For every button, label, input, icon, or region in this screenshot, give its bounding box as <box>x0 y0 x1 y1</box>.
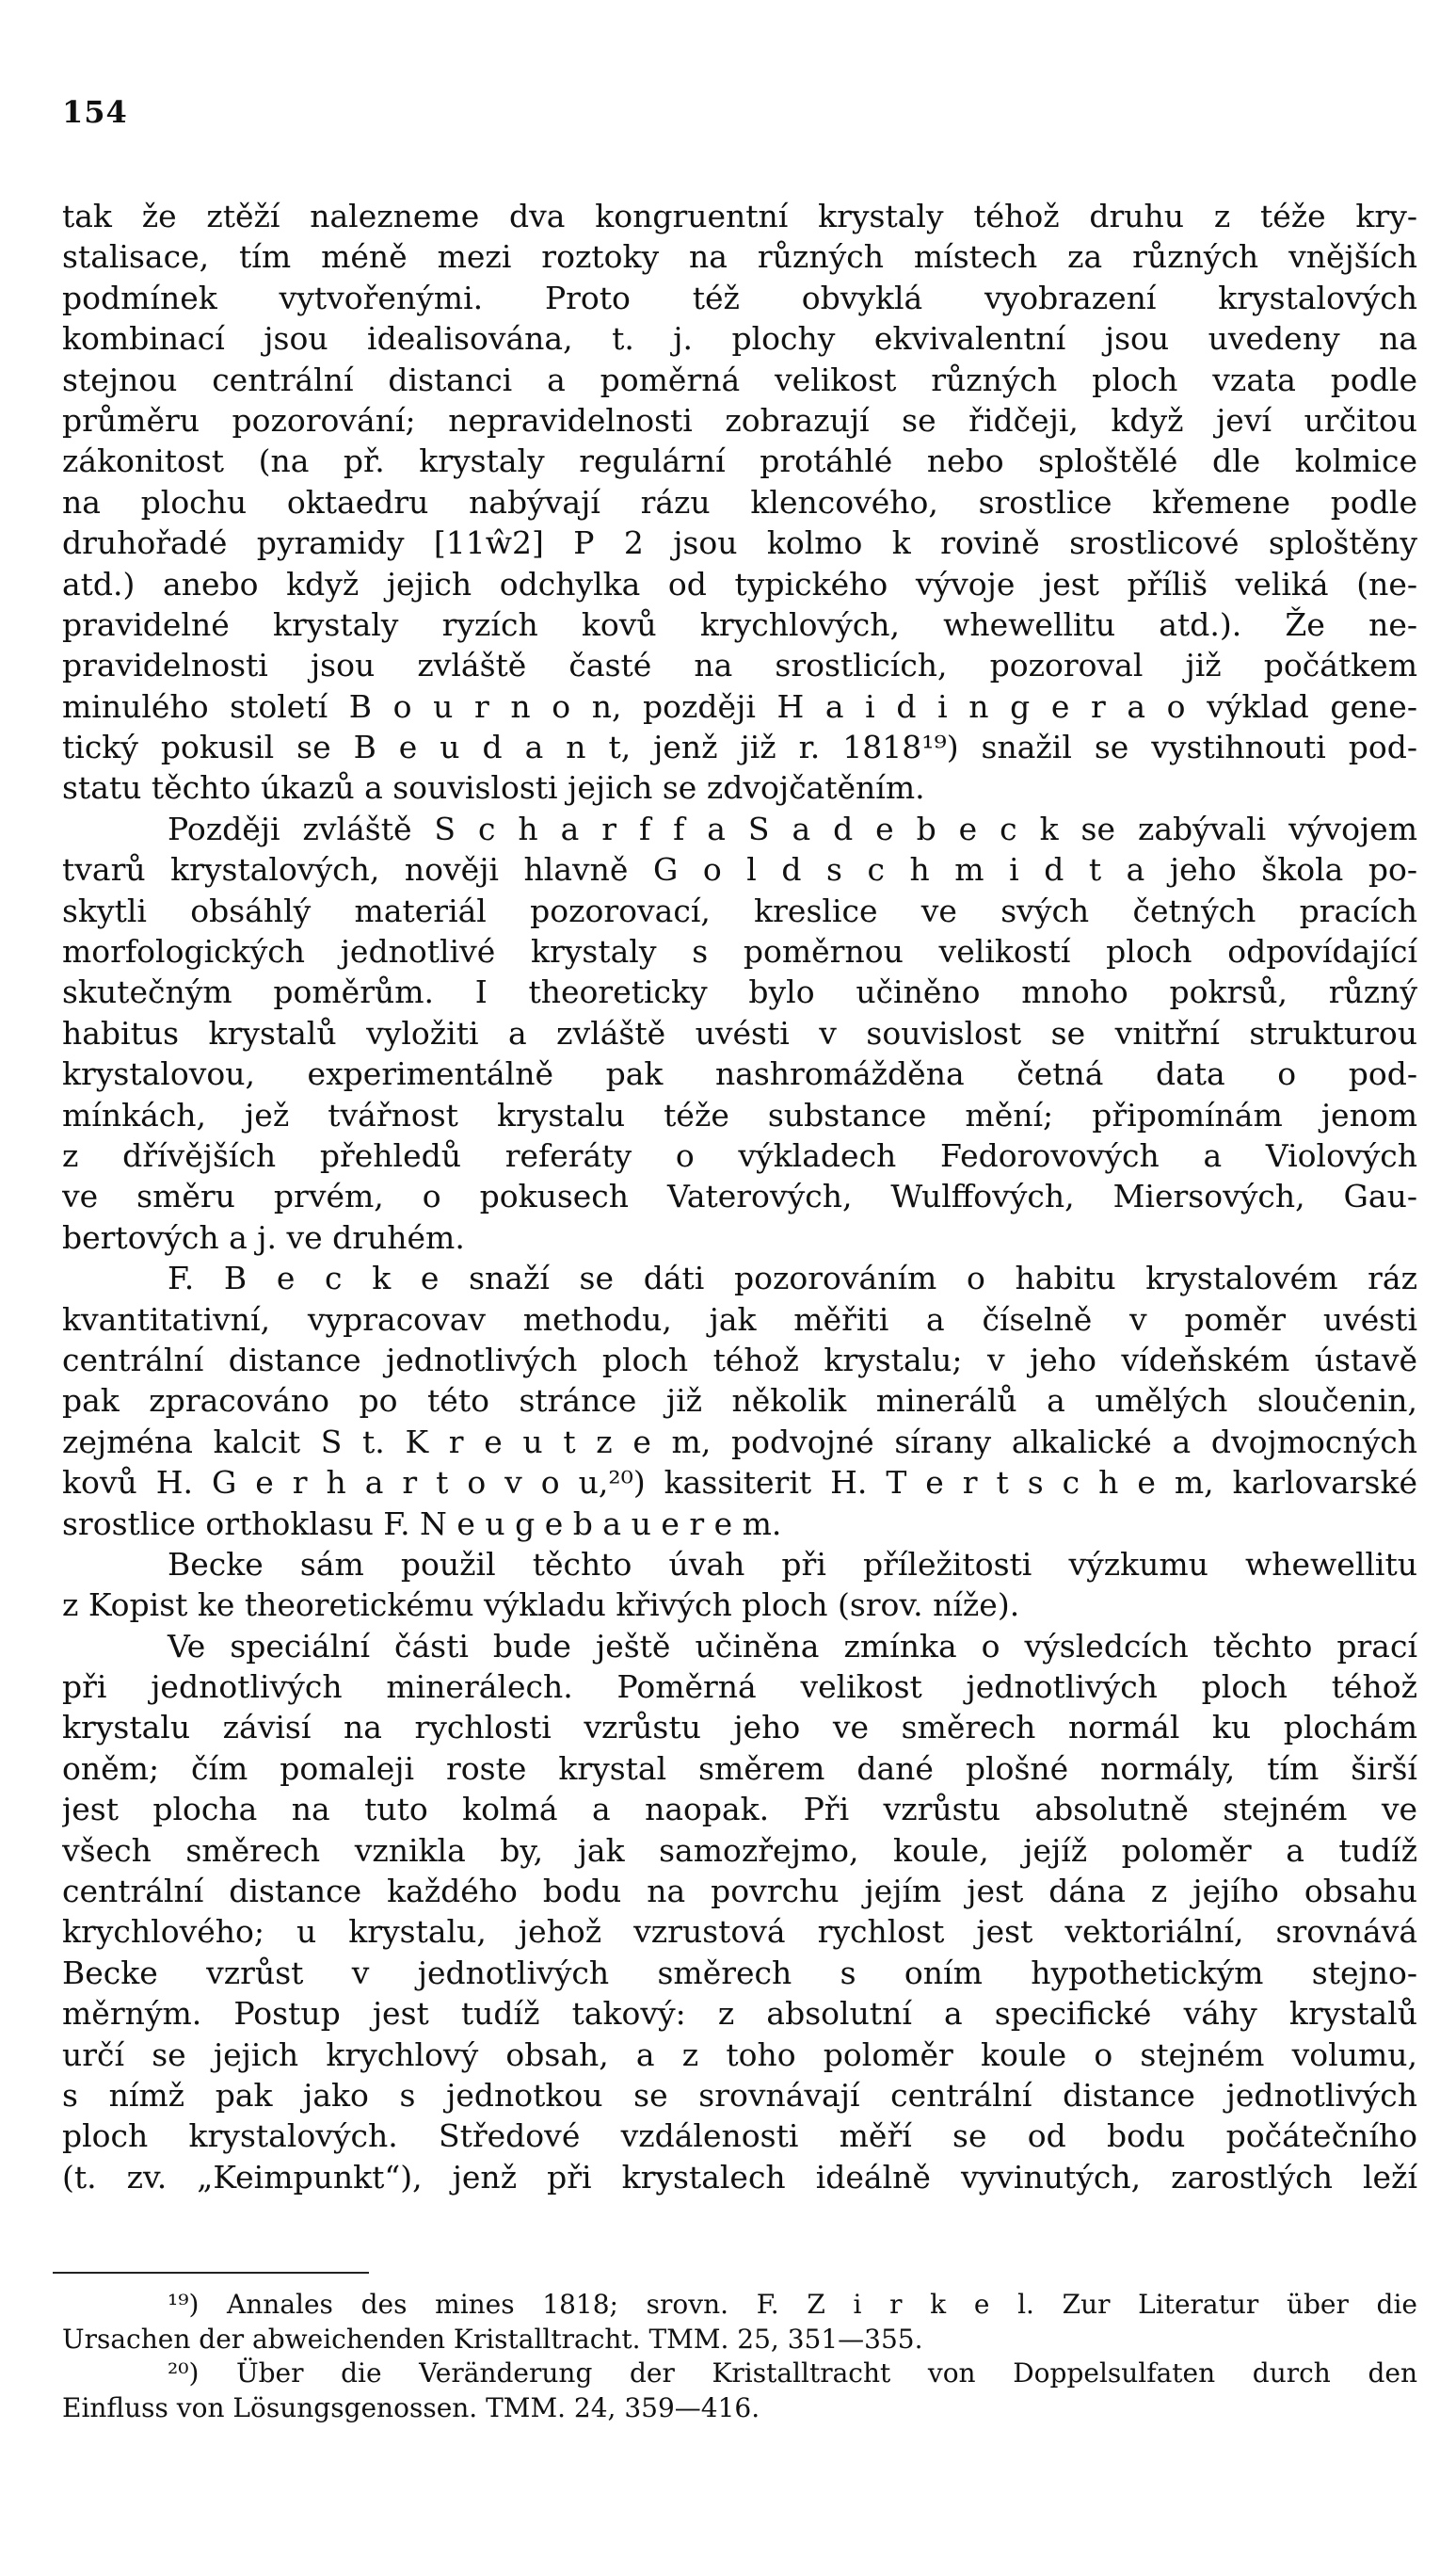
text-line: průměru pozorování; nepravidelnosti zobrazují se řidčeji, když jeví určitou <box>62 401 1417 439</box>
text-line: pravidelné krystaly ryzích kovů krychlových, whewellitu atd.). Že ne- <box>62 605 1417 643</box>
text-line: atd.) anebo když jejich odchylka od typického vývoje jest příliš veliká (ne- <box>62 565 1417 603</box>
text-line: oněm; čím pomaleji roste krystal směrem dané plošné normály, tím širší <box>62 1749 1417 1787</box>
text-line: při jednotlivých minerálech. Poměrná velikost jednotlivých ploch téhož <box>62 1668 1417 1706</box>
text-line: zejména kalcit S t. K r e u t z e m, podvojné sírany alkalické a dvojmocných <box>62 1423 1417 1460</box>
text-line: podmínek vytvořenými. Proto též obvyklá vyobrazení krystalových <box>62 279 1417 316</box>
text-line: z dřívějších přehledů referáty o výkladech Fedorovových a Violových <box>62 1136 1417 1174</box>
text-line: tvarů krystalových, nověji hlavně G o l d s c h m i d t a jeho škola po- <box>62 851 1417 889</box>
text-line: krystalu závisí na rychlosti vzrůstu jeho ve směrech normál ku plochám <box>62 1709 1417 1746</box>
text-line: pak zpracováno po této stránce již několik minerálů a umělých sloučenin, <box>62 1382 1417 1420</box>
footnote-divider <box>53 2272 369 2274</box>
text-line: krychlového; u krystalu, jehož vzrustová rychlost jest vektoriální, srovnává <box>62 1913 1417 1951</box>
text-line: tický pokusil se B e u d a n t, jenž již r. 1818¹⁹) snažil se vystihnouti pod- <box>62 729 1417 766</box>
text-line: mínkách, jež tvářnost krystalu téže substance mění; připomínám jenom <box>62 1096 1417 1134</box>
text-line: z Kopist ke theoretickému výkladu křivých ploch (srov. níže). <box>62 1586 1020 1624</box>
text-line: ploch krystalových. Středové vzdálenosti měří se od bodu počátečního <box>62 2117 1417 2155</box>
text-line: centrální distance každého bodu na povrchu jejím jest dána z jejího obsahu <box>62 1873 1417 1910</box>
text-line: bertových a j. ve druhém. <box>62 1218 465 1256</box>
text-line: F. B e c k e snaží se dáti pozorováním o habitu krystalovém ráz <box>168 1260 1417 1297</box>
text-line: tak že ztěží nalezneme dva kongruentní krystaly téhož druhu z téže kry- <box>62 198 1417 234</box>
text-line: skutečným poměrům. I theoreticky bylo učiněno mnoho pokrsů, různý <box>62 973 1417 1011</box>
text-line: stalisace, tím méně mezi roztoky na různých místech za různých vnějších <box>62 238 1417 276</box>
text-line: skytli obsáhlý materiál pozorovací, kreslice ve svých četných pracích <box>62 892 1417 929</box>
footnotes <box>62 2288 1417 2425</box>
text-line: zákonitost (na př. krystaly regulární protáhlé nebo sploštělé dle kolmice <box>62 442 1417 480</box>
text-line: srostlice orthoklasu F. N e u g e b a u e r e m. <box>62 1504 782 1542</box>
text-line: Ve speciální části bude ještě učiněna zmínka o výsledcích těchto prací <box>168 1627 1417 1665</box>
text-line: jest plocha na tuto kolmá a naopak. Při vzrůstu absolutně stejném ve <box>62 1791 1417 1828</box>
text-line: všech směrech vznikla by, jak samozřejmo, koule, jejíž poloměr a tudíž <box>62 1831 1417 1869</box>
text-line: minulého století B o u r n o n, později H a i d i n g e r a o výklad gene- <box>62 687 1417 725</box>
text-line: Becke vzrůst v jednotlivých směrech s oním hypothetickým stejno- <box>62 1954 1417 1991</box>
text-line: s nímž pak jako s jednotkou se srovnávají centrální distance jednotlivých <box>62 2076 1417 2114</box>
footnote-line: ²⁰) Über die Veränderung der Kristalltracht von Doppelsulfaten durch den <box>168 2357 1417 2389</box>
text-line: měrným. Postup jest tudíž takový: z absolutní a specifické váhy krystalů <box>62 1995 1417 2033</box>
footnote-line: ¹⁹) Annales des mines 1818; srovn. F. Z i r k e l. Zur Literatur über die <box>168 2289 1417 2320</box>
text-line: centrální distance jednotlivých ploch téhož krystalu; v jeho vídeňském ústavě <box>62 1341 1417 1378</box>
text-line: stejnou centrální distanci a poměrná velikost různých ploch vzata podle <box>62 361 1417 398</box>
text-line: (t. zv. „Keimpunkt“), jenž při krystalech ideálně vyvinutých, zarostlých leží <box>62 2158 1417 2196</box>
footnote-line: Ursachen der abweichenden Kristalltracht. TMM. 25, 351—355. <box>62 2323 923 2355</box>
text-line: morfologických jednotlivé krystaly s poměrnou velikostí ploch odpovídající <box>62 933 1417 971</box>
footnote-line: Einfluss von Lösungsgenossen. TMM. 24, 359—416. <box>62 2391 760 2423</box>
text-line: kovů H. G e r h a r t o v o u,²⁰) kassiterit H. T e r t s c h e m, karlovarské <box>62 1464 1417 1502</box>
text-line: na plochu oktaedru nabývají rázu klencového, srostlice křemene podle <box>62 483 1417 521</box>
text-line: kombinací jsou idealisována, t. j. plochy ekvivalentní jsou uvedeny na <box>62 320 1417 358</box>
text-line: Později zvláště S c h a r f f a S a d e b e c k se zabývali vývojem <box>168 810 1417 847</box>
text-line: určí se jejich krychlový obsah, a z toho poloměr koule o stejném volumu, <box>62 2035 1417 2073</box>
text-line: habitus krystalů vyložiti a zvláště uvésti v souvislost se vnitřní strukturou <box>62 1014 1417 1052</box>
text-line: ve směru prvém, o pokusech Vaterových, Wulffových, Miersových, Gau- <box>62 1178 1417 1215</box>
text-line: kvantitativní, vypracovav methodu, jak měřiti a číselně v poměr uvésti <box>62 1300 1417 1338</box>
text-line: statu těchto úkazů a souvislosti jejich se zdvojčatěním. <box>62 769 925 807</box>
text-line: druhořadé pyramidy [11ŵ2] P 2 jsou kolmo k rovině srostlicové sploštěny <box>62 524 1417 562</box>
text-line: krystalovou, experimentálně pak nashromážděna četná data o pod- <box>62 1055 1417 1093</box>
body-text <box>62 196 1417 2197</box>
text-line: Becke sám použil těchto úvah při příležitosti výzkumu whewellitu <box>168 1545 1417 1583</box>
page-number: 154 <box>62 94 128 130</box>
text-line: pravidelnosti jsou zvláště časté na srostlicích, pozoroval již počátkem <box>62 647 1417 684</box>
